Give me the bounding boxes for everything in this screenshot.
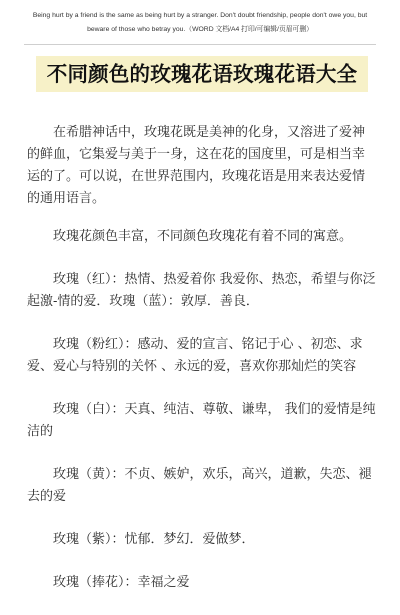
header-quote-line-2: beware of those who betray you.（WORD 文档/A4 打印/可编辑/页眉可删） — [87, 26, 313, 33]
document-title: 不同颜色的玫瑰花语玫瑰花语大全 — [36, 56, 368, 92]
header-quote-line-1: Being hurt by a friend is the same as being hurt by a stranger. Don't doubt friendship, people don't owe you, but — [32, 12, 368, 19]
paragraph-pink: 玫瑰（粉红）：感动、爱的宣言、铭记于心 、初恋、求爱、爱心与特别的关怀 、永远的爱，喜欢你那灿烂的笑容 — [27, 337, 363, 374]
paragraph-intro: 在希腊神话中，玫瑰花既是美神的化身，又溶进了爱神的鲜血，它集爱与美于一身，这在花的国度里，可是相当幸运的了。可以说，在世界范围内，玫瑰花语是用来表达爱情的通用语言。 — [27, 125, 366, 206]
paragraph-purple: 玫瑰（紫）：忧郁．梦幻．爱做梦． — [53, 532, 255, 547]
header-quote — [0, 9, 400, 37]
paragraph-white: 玫瑰（白）：天真、纯洁、尊敬、谦卑， 我们的爱情是纯洁的 — [27, 402, 376, 439]
paragraph-colors: 玫瑰花颜色丰富，不同颜色玫瑰花有着不同的寓意。 — [53, 229, 353, 244]
document-body — [27, 122, 377, 615]
paragraph-bouquet: 玫瑰（捧花）：幸福之爱 — [53, 575, 190, 590]
paragraph-yellow: 玫瑰（黄）：不贞、嫉妒，欢乐，高兴，道歉，失恋、褪去的爱 — [27, 467, 372, 504]
header-divider — [24, 44, 376, 45]
paragraph-red: 玫瑰（红）：热情、热爱着你 我爱你、热恋，希望与你泛起激-情的爱．玫瑰（蓝）：敦厚．善良． — [27, 272, 376, 309]
